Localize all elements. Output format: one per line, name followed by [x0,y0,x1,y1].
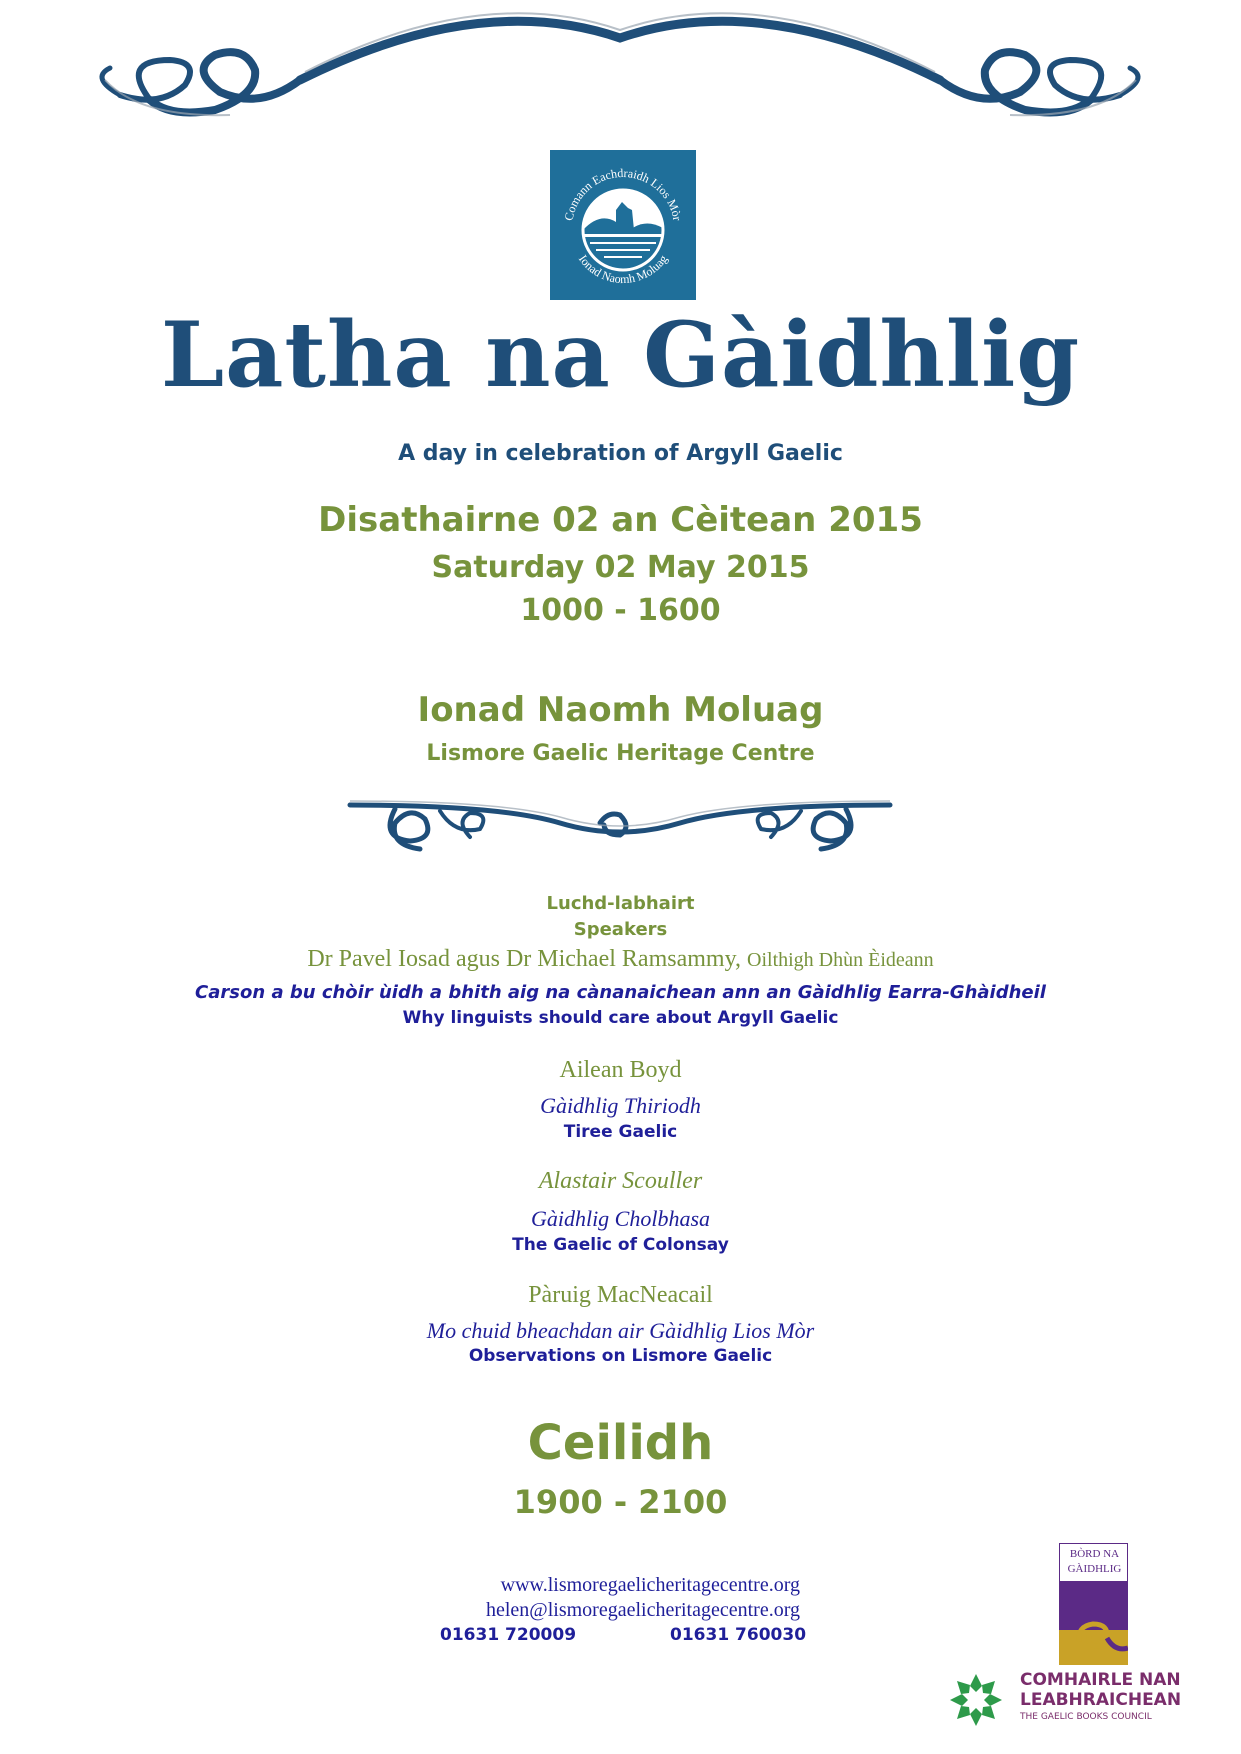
page-title: Latha na Gàidhlig [160,302,1081,408]
lismore-heritage-logo [550,150,696,300]
speaker-2-talk-english: Tiree Gaelic [563,1122,678,1142]
speaker-3-talk-gaelic: Gàidhlig Cholbhasa [530,1206,711,1231]
website-link[interactable]: www.lismoregaelicheritagecentre.org [500,1574,800,1596]
bord-logo-line-1: BÒRD NA [1069,1548,1120,1560]
books-logo-line-1: COMHAIRLE NAN [1020,1670,1181,1690]
books-council-flower-icon [946,1670,1006,1730]
phone-number-2: 01631 760030 [670,1625,807,1645]
bord-logo-line-2: GÀIDHLIG [1067,1563,1122,1575]
speaker-2-name: Ailean Boyd [559,1057,682,1083]
speaker-3-talk-english: The Gaelic of Colonsay [512,1235,729,1255]
books-logo-line-2: LEABHRAICHEAN [1020,1690,1182,1710]
speaker-1-talk-english: Why linguists should care about Argyll Gaelic [402,1008,839,1028]
speakers-heading-gaelic: Luchd-labhairt [546,893,695,914]
speaker-3-name: Alastair Scouller [538,1168,703,1194]
event-date-gaelic: Disathairne 02 an Cèitean 2015 [318,500,923,540]
phone-number-1: 01631 720009 [440,1625,577,1645]
ceilidh-time: 1900 - 2100 [513,1483,728,1521]
gaelic-books-council-logo [946,1666,1196,1736]
bord-na-gaidhlig-logo [1059,1543,1128,1665]
speaker-1-talk-gaelic: Carson a bu chòir ùidh a bhith aig na cànanaichean ann an Gàidhlig Earra-Ghàidheil [195,982,1046,1003]
speaker-1-name: Dr Pavel Iosad agus Dr Michael Ramsammy, [307,946,742,972]
speaker-1-affiliation: Oilthigh Dhùn Èideann [747,949,934,971]
venue-name-english: Lismore Gaelic Heritage Centre [426,741,815,766]
speakers-heading-english: Speakers [573,919,668,940]
divider-ornament [0,783,1241,853]
lismore-heritage-logo-icon [550,150,696,300]
speaker-2-talk-gaelic: Gàidhlig Thiriodh [540,1093,701,1118]
logo-text-bottom: Ionad Naomh Moluag [575,252,671,287]
speaker-1-name-line [0,946,1241,973]
subtitle: A day in celebration of Argyll Gaelic [398,441,843,466]
logo-text-top: Comann Eachdraidh Lios Mòr [561,165,685,222]
bord-swirl-icon [1059,1582,1128,1665]
speaker-4-talk-gaelic: Mo chuid bheachdan air Gàidhlig Lios Mòr [426,1318,815,1343]
venue-name-gaelic: Ionad Naomh Moluag [417,690,824,730]
speaker-4-name: Pàruig MacNeacail [528,1282,713,1308]
top-scroll-ornament [0,0,1241,140]
bord-logo-header [1059,1543,1128,1582]
books-logo-line-3: THE GAELIC BOOKS COUNCIL [1020,1712,1152,1722]
speaker-4-talk-english: Observations on Lismore Gaelic [468,1346,773,1366]
event-date-english: Saturday 02 May 2015 [431,550,810,585]
email-link[interactable]: helen@lismoregaelicheritagecentre.org [485,1599,800,1621]
ceilidh-heading: Ceilidh [527,1415,714,1471]
event-time: 1000 - 1600 [520,593,721,628]
